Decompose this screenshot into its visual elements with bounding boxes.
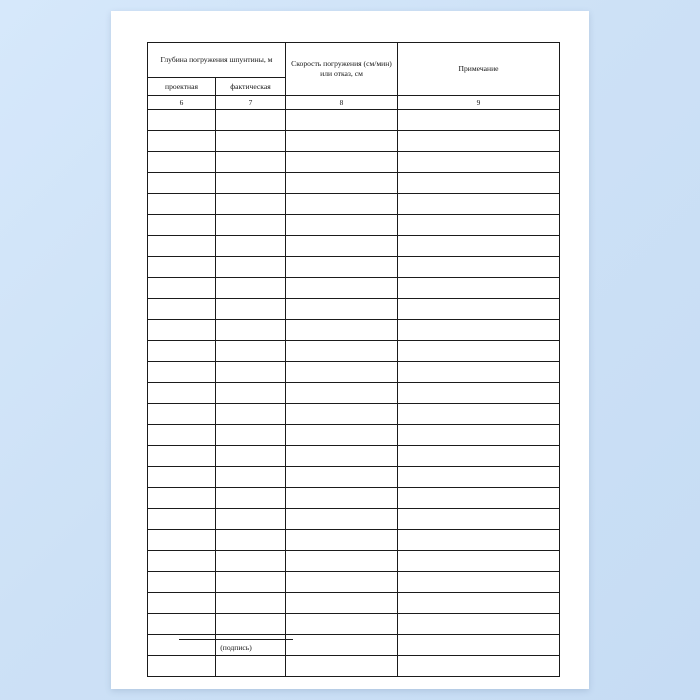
table-cell[interactable] — [216, 341, 286, 362]
header-depth-design: проектная — [148, 78, 216, 96]
table-cell[interactable] — [286, 215, 398, 236]
table-cell[interactable] — [398, 530, 560, 551]
table-cell[interactable] — [216, 467, 286, 488]
table-row — [148, 257, 560, 278]
table-cell[interactable] — [148, 236, 216, 257]
table-cell[interactable] — [148, 425, 216, 446]
table-cell[interactable] — [398, 236, 560, 257]
table-cell[interactable] — [148, 551, 216, 572]
table-cell[interactable] — [216, 173, 286, 194]
table-body — [148, 110, 560, 677]
table-row — [148, 572, 560, 593]
table-cell[interactable] — [148, 320, 216, 341]
table-row — [148, 488, 560, 509]
table-cell[interactable] — [398, 572, 560, 593]
table-cell[interactable] — [286, 110, 398, 131]
table-cell[interactable] — [398, 362, 560, 383]
table-cell[interactable] — [148, 488, 216, 509]
table-row — [148, 278, 560, 299]
table-cell[interactable] — [286, 383, 398, 404]
table-row — [148, 446, 560, 467]
table-cell[interactable] — [216, 110, 286, 131]
table-cell[interactable] — [398, 446, 560, 467]
table-cell[interactable] — [216, 131, 286, 152]
table-cell[interactable] — [148, 530, 216, 551]
table-cell[interactable] — [286, 194, 398, 215]
column-number-6: 6 — [148, 96, 216, 110]
table-cell[interactable] — [398, 194, 560, 215]
table-cell[interactable] — [398, 257, 560, 278]
table-cell[interactable] — [216, 488, 286, 509]
table-cell[interactable] — [148, 446, 216, 467]
table-cell[interactable] — [216, 425, 286, 446]
table-cell[interactable] — [216, 593, 286, 614]
table-row — [148, 299, 560, 320]
table-header-group-row — [148, 43, 560, 78]
table-cell[interactable] — [286, 488, 398, 509]
table-row — [148, 425, 560, 446]
table-cell[interactable] — [398, 278, 560, 299]
table-cell[interactable] — [148, 572, 216, 593]
table-cell[interactable] — [398, 467, 560, 488]
table-row — [148, 110, 560, 131]
journal-table — [147, 42, 560, 677]
table-cell[interactable] — [398, 320, 560, 341]
table-row — [148, 383, 560, 404]
table-cell[interactable] — [148, 110, 216, 131]
header-note: Примечание — [398, 43, 560, 96]
table-cell[interactable] — [148, 173, 216, 194]
column-number-7: 7 — [216, 96, 286, 110]
table-row — [148, 236, 560, 257]
table-cell[interactable] — [398, 131, 560, 152]
signature-caption: (подпись) — [220, 643, 252, 652]
table-cell[interactable] — [398, 425, 560, 446]
table-cell[interactable] — [286, 446, 398, 467]
table-cell[interactable] — [398, 215, 560, 236]
table-column-number-row — [148, 96, 560, 110]
table-cell[interactable] — [148, 362, 216, 383]
table-row — [148, 404, 560, 425]
table-cell[interactable] — [286, 341, 398, 362]
table-cell[interactable] — [286, 173, 398, 194]
column-number-9: 9 — [398, 96, 560, 110]
signature-line — [179, 639, 293, 640]
table-cell[interactable] — [398, 509, 560, 530]
table-cell[interactable] — [398, 593, 560, 614]
table-cell[interactable] — [286, 152, 398, 173]
table-cell[interactable] — [148, 257, 216, 278]
table-cell[interactable] — [286, 572, 398, 593]
table-cell[interactable] — [148, 404, 216, 425]
table-row — [148, 530, 560, 551]
table-cell[interactable] — [148, 341, 216, 362]
table-cell[interactable] — [286, 362, 398, 383]
table-cell[interactable] — [148, 278, 216, 299]
table-row — [148, 593, 560, 614]
table-cell[interactable] — [216, 530, 286, 551]
table-cell[interactable] — [398, 152, 560, 173]
table-cell[interactable] — [148, 593, 216, 614]
table-cell[interactable] — [216, 215, 286, 236]
table-cell[interactable] — [398, 173, 560, 194]
table-cell[interactable] — [286, 530, 398, 551]
table-cell[interactable] — [398, 404, 560, 425]
table-cell[interactable] — [148, 509, 216, 530]
table-cell[interactable] — [286, 593, 398, 614]
table-cell[interactable] — [286, 257, 398, 278]
table-cell[interactable] — [148, 194, 216, 215]
table-cell[interactable] — [148, 467, 216, 488]
table-cell[interactable] — [216, 278, 286, 299]
table-cell[interactable] — [148, 152, 216, 173]
table-cell[interactable] — [398, 110, 560, 131]
table-cell[interactable] — [286, 551, 398, 572]
table-row — [148, 152, 560, 173]
table-cell[interactable] — [216, 320, 286, 341]
table-row — [148, 362, 560, 383]
table-cell[interactable] — [216, 404, 286, 425]
table-row — [148, 467, 560, 488]
table-cell[interactable] — [216, 236, 286, 257]
table-row — [148, 551, 560, 572]
table-row — [148, 215, 560, 236]
table-row — [148, 131, 560, 152]
table-row — [148, 341, 560, 362]
table-row — [148, 194, 560, 215]
table-cell[interactable] — [148, 215, 216, 236]
table-cell[interactable] — [216, 572, 286, 593]
table-row — [148, 173, 560, 194]
signature-block — [147, 631, 559, 677]
table-cell[interactable] — [148, 383, 216, 404]
table-row — [148, 320, 560, 341]
table-cell[interactable] — [216, 509, 286, 530]
table-cell[interactable] — [398, 299, 560, 320]
table-cell[interactable] — [286, 467, 398, 488]
table-cell[interactable] — [398, 551, 560, 572]
table-cell[interactable] — [286, 320, 398, 341]
table-cell[interactable] — [286, 509, 398, 530]
table-cell[interactable] — [148, 299, 216, 320]
table-sheet — [147, 42, 559, 677]
table-cell[interactable] — [216, 446, 286, 467]
table-cell[interactable] — [286, 299, 398, 320]
table-cell[interactable] — [286, 131, 398, 152]
table-cell[interactable] — [216, 152, 286, 173]
table-cell[interactable] — [286, 404, 398, 425]
table-cell[interactable] — [216, 299, 286, 320]
table-cell[interactable] — [398, 383, 560, 404]
table-cell[interactable] — [398, 341, 560, 362]
header-speed: Скорость погружения (см/мин) или отказ, см — [286, 43, 398, 96]
header-depth-group: Глубина погружения шпунтины, м — [148, 43, 286, 78]
column-number-8: 8 — [286, 96, 398, 110]
document-page — [111, 11, 589, 689]
table-cell[interactable] — [216, 257, 286, 278]
table-cell[interactable] — [286, 236, 398, 257]
header-depth-actual: фактическая — [216, 78, 286, 96]
table-row — [148, 509, 560, 530]
table-cell[interactable] — [286, 278, 398, 299]
table-cell[interactable] — [398, 488, 560, 509]
table-cell[interactable] — [216, 551, 286, 572]
table-cell[interactable] — [216, 194, 286, 215]
table-cell[interactable] — [148, 131, 216, 152]
table-cell[interactable] — [216, 383, 286, 404]
table-header — [148, 43, 560, 110]
table-cell[interactable] — [216, 362, 286, 383]
table-cell[interactable] — [286, 425, 398, 446]
